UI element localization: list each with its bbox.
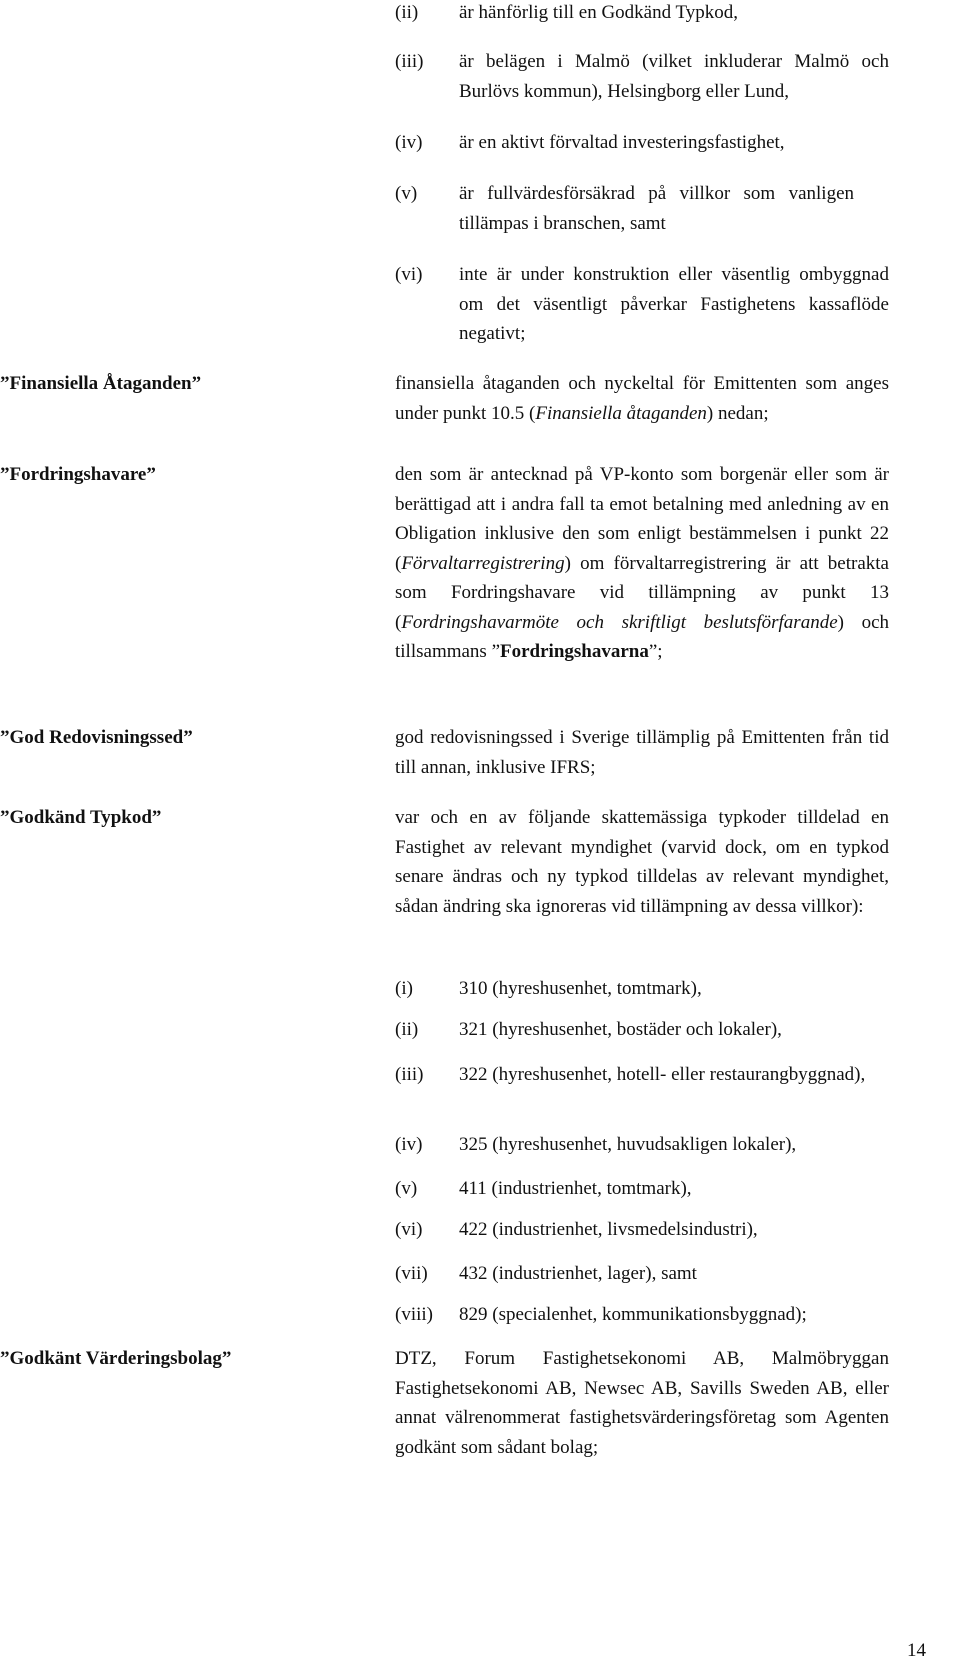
list1-num-iii: (iii) [395,51,424,72]
list1-num-ii: (ii) [395,2,419,23]
definition-fordringshavare: den som är antecknad på VP-konto som borgenär eller som är berättigad att i andra fall ta emot betalning med anledning av en Obligation inklusive den som enligt bestämmelsen i punkt 22 (Förvaltarregistrering) om förvaltarregistrering är att betrakta som Fordringshavare vid tillämpning av punkt 13 (Fordringshavarmöte och skriftligt beslutsförfarande) och tillsammans ”Fordringshavarna”; [395,464,889,662]
list1-text-ii: är hänförlig till en Godkänd Typkod, [459,2,739,23]
list1-text-v: är fullvärdesförsäkrad på villkor som vanligen tillämpas i branschen, samt [459,183,854,234]
list2-text-i: 310 (hyreshusenhet, tomtmark), [459,978,702,999]
list2-num-viii: (viii) [395,1304,433,1325]
definition-godkant-varderingsbolag: DTZ, Forum Fastighetsekonomi AB, Malmöbryggan Fastighetsekonomi AB, Newsec AB, Savills Sweden AB, eller annat välrenommerat fastighetsvärderingsföretag som Agenten godkänt som sådant bolag; [395,1348,889,1458]
list2-num-ii: (ii) [395,1019,419,1040]
list2-text-v: 411 (industrienhet, tomtmark), [459,1178,692,1199]
term-godkand-typkod: ”Godkänd Typkod” [0,807,162,828]
definition-finansiella-ataganden: finansiella åtaganden och nyckeltal för Emittenten som anges under punkt 10.5 (Finansiella åtaganden) nedan; [395,373,889,424]
list1-text-iv: är en aktivt förvaltad investeringsfastighet, [459,132,785,153]
list1-num-vi: (vi) [395,264,423,285]
list2-num-vi: (vi) [395,1219,423,1240]
list2-text-viii: 829 (specialenhet, kommunikationsbyggnad); [459,1304,807,1325]
list2-text-vi: 422 (industrienhet, livsmedelsindustri), [459,1219,758,1240]
list2-num-vii: (vii) [395,1263,428,1284]
list2-text-iii: 322 (hyreshusenhet, hotell- eller restaurangbyggnad), [459,1064,866,1085]
term-godkant-varderingsbolag: ”Godkänt Värderingsbolag” [0,1348,232,1369]
list2-text-iv: 325 (hyreshusenhet, huvudsakligen lokaler), [459,1134,797,1155]
list2-num-iii: (iii) [395,1064,424,1085]
page-number: 14 [907,1640,926,1661]
definition-god-redovisningssed: god redovisningssed i Sverige tillämplig på Emittenten från tid till annan, inklusive IFRS; [395,727,889,778]
list1-text-vi: inte är under konstruktion eller väsentlig ombyggnad om det väsentligt påverkar Fastighetens kassaflöde negativt; [459,264,889,344]
term-fordringshavare: ”Fordringshavare” [0,464,156,485]
term-god-redovisningssed: ”God Redovisningssed” [0,727,193,748]
list2-num-iv: (iv) [395,1134,423,1155]
list2-num-v: (v) [395,1178,418,1199]
term-finansiella-ataganden: ”Finansiella Åtaganden” [0,373,202,394]
list2-text-vii: 432 (industrienhet, lager), samt [459,1263,697,1284]
list2-num-i: (i) [395,978,413,999]
list1-text-iii: är belägen i Malmö (vilket inkluderar Malmö och Burlövs kommun), Helsingborg eller Lund, [459,51,889,102]
definition-godkand-typkod: var och en av följande skattemässiga typkoder tilldelad en Fastighet av relevant myndighet (varvid dock, om en typkod senare ändras och ny typkod tilldelas av relevant myndighet, sådan ändring ska ignoreras vid tillämpning av dessa villkor): [395,807,889,917]
list2-text-ii: 321 (hyreshusenhet, bostäder och lokaler), [459,1019,782,1040]
list1-num-v: (v) [395,183,418,204]
list1-num-iv: (iv) [395,132,423,153]
